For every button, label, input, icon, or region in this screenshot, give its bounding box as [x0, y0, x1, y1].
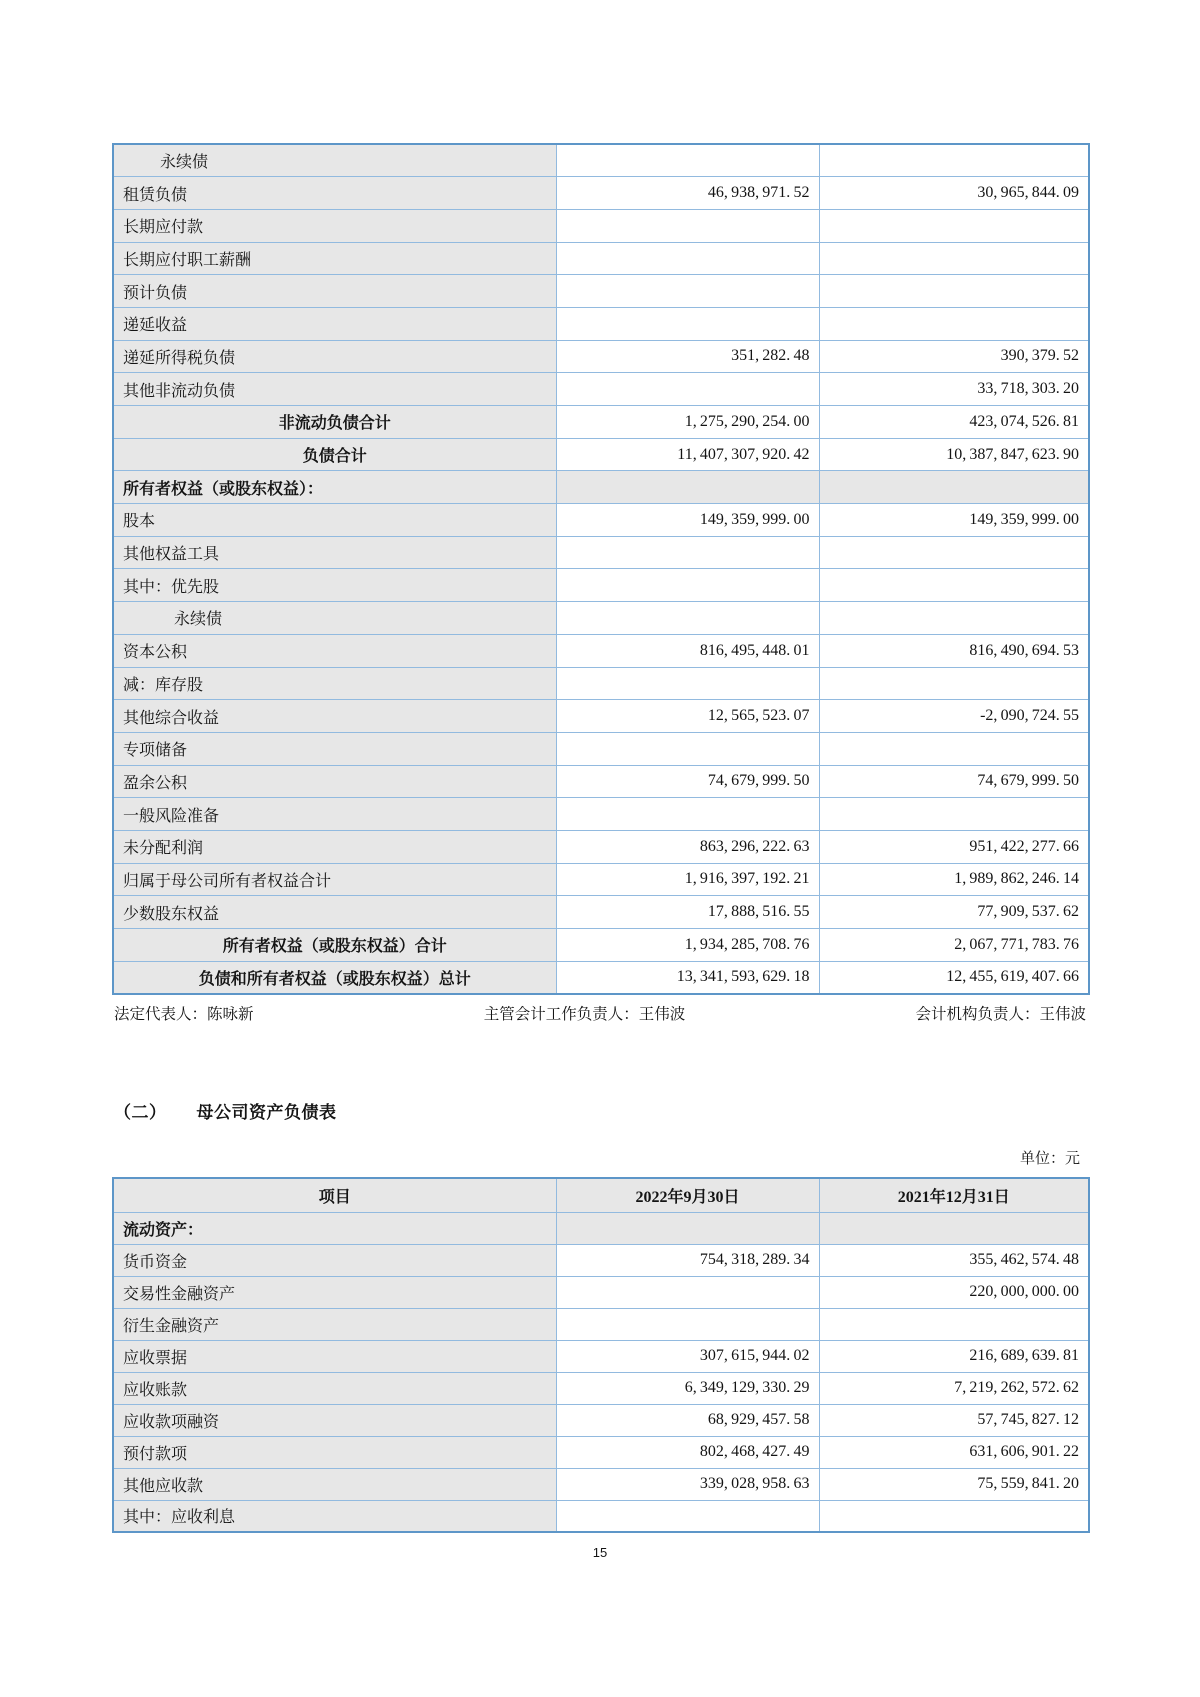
- value-2022-cell: 339, 028, 958. 63: [556, 1468, 819, 1500]
- item-label-cell: 负债合计: [113, 438, 556, 471]
- table2-body: [113, 1212, 1089, 1532]
- table-row: [113, 307, 1089, 340]
- item-label-cell: 少数股东权益: [113, 896, 556, 929]
- value-2022-cell: 11, 407, 307, 920. 42: [556, 438, 819, 471]
- section-heading: [114, 1098, 337, 1123]
- value-2021-cell: 10, 387, 847, 623. 90: [819, 438, 1089, 471]
- value-2022-cell: 149, 359, 999. 00: [556, 504, 819, 537]
- item-label-cell: 衍生金融资产: [113, 1308, 556, 1340]
- parent-balance-sheet-table: [112, 1177, 1090, 1533]
- value-2021-cell: [819, 667, 1089, 700]
- table-row: [113, 1468, 1089, 1500]
- item-label-cell: 流动资产：: [113, 1212, 556, 1244]
- value-2021-cell: 816, 490, 694. 53: [819, 634, 1089, 667]
- value-2022-cell: 863, 296, 222. 63: [556, 830, 819, 863]
- value-2021-cell: 149, 359, 999. 00: [819, 504, 1089, 537]
- value-2022-cell: [556, 667, 819, 700]
- value-2022-cell: [556, 1212, 819, 1244]
- item-label-cell: 永续债: [113, 144, 556, 177]
- value-2022-cell: 1, 275, 290, 254. 00: [556, 406, 819, 439]
- value-2021-cell: 390, 379. 52: [819, 340, 1089, 373]
- item-label-cell: 资本公积: [113, 634, 556, 667]
- value-2021-cell: [819, 1308, 1089, 1340]
- table-row: [113, 929, 1089, 962]
- value-2022-cell: 13, 341, 593, 629. 18: [556, 961, 819, 994]
- table-row: [113, 1340, 1089, 1372]
- value-2021-cell: -2, 090, 724. 55: [819, 700, 1089, 733]
- item-label-cell: 其他应收款: [113, 1468, 556, 1500]
- value-2021-cell: 30, 965, 844. 09: [819, 177, 1089, 210]
- table-row: [113, 1404, 1089, 1436]
- column-header-2021: 2021年12月31日: [819, 1178, 1089, 1212]
- table-row: [113, 863, 1089, 896]
- value-2022-cell: [556, 471, 819, 504]
- item-label-cell: 未分配利润: [113, 830, 556, 863]
- value-2021-cell: 423, 074, 526. 81: [819, 406, 1089, 439]
- table-row: [113, 504, 1089, 537]
- table-row: [113, 1276, 1089, 1308]
- value-2021-cell: 77, 909, 537. 62: [819, 896, 1089, 929]
- table-row: [113, 602, 1089, 635]
- item-label-cell: 非流动负债合计: [113, 406, 556, 439]
- signature-line: [112, 1002, 1088, 1024]
- value-2021-cell: 1, 989, 862, 246. 14: [819, 863, 1089, 896]
- value-2022-cell: 17, 888, 516. 55: [556, 896, 819, 929]
- legal-representative-text: 法定代表人：陈咏新: [114, 1006, 254, 1023]
- table-row: [113, 438, 1089, 471]
- table-row: [113, 406, 1089, 439]
- table-row: [113, 765, 1089, 798]
- value-2022-cell: 307, 615, 944. 02: [556, 1340, 819, 1372]
- value-2021-cell: 75, 559, 841. 20: [819, 1468, 1089, 1500]
- table-row: [113, 798, 1089, 831]
- item-label-cell: 长期应付职工薪酬: [113, 242, 556, 275]
- value-2022-cell: [556, 144, 819, 177]
- item-label-cell: 长期应付款: [113, 209, 556, 242]
- item-label-cell: 其中：优先股: [113, 569, 556, 602]
- value-2021-cell: [819, 209, 1089, 242]
- item-label-cell: 永续债: [113, 602, 556, 635]
- value-2022-cell: [556, 536, 819, 569]
- column-header-2022: 2022年9月30日: [556, 1178, 819, 1212]
- value-2021-cell: 951, 422, 277. 66: [819, 830, 1089, 863]
- value-2021-cell: [819, 732, 1089, 765]
- table-row: [113, 896, 1089, 929]
- column-header-item: 项目: [113, 1178, 556, 1212]
- value-2021-cell: [819, 275, 1089, 308]
- value-2022-cell: [556, 1276, 819, 1308]
- value-2022-cell: 12, 565, 523. 07: [556, 700, 819, 733]
- table-row: [113, 961, 1089, 994]
- item-label-cell: 归属于母公司所有者权益合计: [113, 863, 556, 896]
- item-label-cell: 负债和所有者权益（或股东权益）总计: [113, 961, 556, 994]
- value-2022-cell: 754, 318, 289. 34: [556, 1244, 819, 1276]
- accounting-supervisor-text: 主管会计工作负责人：王伟波: [483, 1006, 686, 1023]
- table-row: [113, 1436, 1089, 1468]
- value-2021-cell: 7, 219, 262, 572. 62: [819, 1372, 1089, 1404]
- value-2021-cell: 631, 606, 901. 22: [819, 1436, 1089, 1468]
- value-2021-cell: [819, 1500, 1089, 1532]
- table-row: [113, 373, 1089, 406]
- value-2021-cell: 57, 745, 827. 12: [819, 1404, 1089, 1436]
- value-2022-cell: 6, 349, 129, 330. 29: [556, 1372, 819, 1404]
- value-2022-cell: [556, 569, 819, 602]
- item-label-cell: 一般风险准备: [113, 798, 556, 831]
- item-label-cell: 盈余公积: [113, 765, 556, 798]
- item-label-cell: 股本: [113, 504, 556, 537]
- page-number: 15: [592, 1545, 608, 1560]
- table-row: [113, 1500, 1089, 1532]
- value-2021-cell: [819, 536, 1089, 569]
- value-2022-cell: [556, 275, 819, 308]
- table-row: [113, 177, 1089, 210]
- section-index: （二）: [114, 1103, 167, 1122]
- value-2022-cell: 351, 282. 48: [556, 340, 819, 373]
- table-row: [113, 667, 1089, 700]
- value-2021-cell: 355, 462, 574. 48: [819, 1244, 1089, 1276]
- value-2021-cell: 220, 000, 000. 00: [819, 1276, 1089, 1308]
- value-2022-cell: [556, 602, 819, 635]
- item-label-cell: 预付款项: [113, 1436, 556, 1468]
- unit-note: 单位：元: [1019, 1151, 1080, 1167]
- table-row: [113, 209, 1089, 242]
- value-2022-cell: [556, 209, 819, 242]
- accounting-department-head-text: 会计机构负责人：王伟波: [915, 1006, 1086, 1023]
- table-row: [113, 1244, 1089, 1276]
- value-2021-cell: [819, 471, 1089, 504]
- value-2022-cell: 1, 934, 285, 708. 76: [556, 929, 819, 962]
- consolidated-balance-sheet-continued-table: [112, 143, 1090, 995]
- table-row: [113, 242, 1089, 275]
- item-label-cell: 所有者权益（或股东权益）合计: [113, 929, 556, 962]
- table-row: [113, 144, 1089, 177]
- item-label-cell: 应收账款: [113, 1372, 556, 1404]
- value-2021-cell: [819, 307, 1089, 340]
- table-row: [113, 569, 1089, 602]
- value-2022-cell: 816, 495, 448. 01: [556, 634, 819, 667]
- value-2021-cell: [819, 602, 1089, 635]
- item-label-cell: 其中：应收利息: [113, 1500, 556, 1532]
- table-row: [113, 275, 1089, 308]
- value-2022-cell: [556, 1500, 819, 1532]
- value-2021-cell: 2, 067, 771, 783. 76: [819, 929, 1089, 962]
- value-2022-cell: 802, 468, 427. 49: [556, 1436, 819, 1468]
- item-label-cell: 其他非流动负债: [113, 373, 556, 406]
- item-label-cell: 租赁负债: [113, 177, 556, 210]
- item-label-cell: 所有者权益（或股东权益）：: [113, 471, 556, 504]
- value-2021-cell: [819, 144, 1089, 177]
- table-row: [113, 634, 1089, 667]
- table-row: [113, 340, 1089, 373]
- item-label-cell: 减：库存股: [113, 667, 556, 700]
- value-2022-cell: 1, 916, 397, 192. 21: [556, 863, 819, 896]
- value-2022-cell: 74, 679, 999. 50: [556, 765, 819, 798]
- value-2021-cell: 216, 689, 639. 81: [819, 1340, 1089, 1372]
- value-2021-cell: [819, 569, 1089, 602]
- value-2022-cell: [556, 732, 819, 765]
- table-row: [113, 536, 1089, 569]
- table-header-row: [113, 1178, 1089, 1212]
- item-label-cell: 预计负债: [113, 275, 556, 308]
- item-label-cell: 交易性金融资产: [113, 1276, 556, 1308]
- item-label-cell: 货币资金: [113, 1244, 556, 1276]
- item-label-cell: 应收票据: [113, 1340, 556, 1372]
- item-label-cell: 递延收益: [113, 307, 556, 340]
- item-label-cell: 应收款项融资: [113, 1404, 556, 1436]
- value-2022-cell: [556, 1308, 819, 1340]
- value-2021-cell: [819, 1212, 1089, 1244]
- section-title: 母公司资产负债表: [196, 1103, 337, 1122]
- value-2022-cell: 46, 938, 971. 52: [556, 177, 819, 210]
- value-2021-cell: 33, 718, 303. 20: [819, 373, 1089, 406]
- value-2022-cell: 68, 929, 457. 58: [556, 1404, 819, 1436]
- table-row: [113, 1212, 1089, 1244]
- value-2022-cell: [556, 242, 819, 275]
- table-row: [113, 1372, 1089, 1404]
- value-2022-cell: [556, 798, 819, 831]
- value-2021-cell: 74, 679, 999. 50: [819, 765, 1089, 798]
- table-row: [113, 471, 1089, 504]
- table-row: [113, 1308, 1089, 1340]
- item-label-cell: 其他综合收益: [113, 700, 556, 733]
- item-label-cell: 递延所得税负债: [113, 340, 556, 373]
- table-row: [113, 830, 1089, 863]
- table-row: [113, 700, 1089, 733]
- value-2022-cell: [556, 307, 819, 340]
- value-2021-cell: 12, 455, 619, 407. 66: [819, 961, 1089, 994]
- item-label-cell: 其他权益工具: [113, 536, 556, 569]
- value-2021-cell: [819, 798, 1089, 831]
- value-2022-cell: [556, 373, 819, 406]
- item-label-cell: 专项储备: [113, 732, 556, 765]
- table1-body: [113, 144, 1089, 994]
- value-2021-cell: [819, 242, 1089, 275]
- table-row: [113, 732, 1089, 765]
